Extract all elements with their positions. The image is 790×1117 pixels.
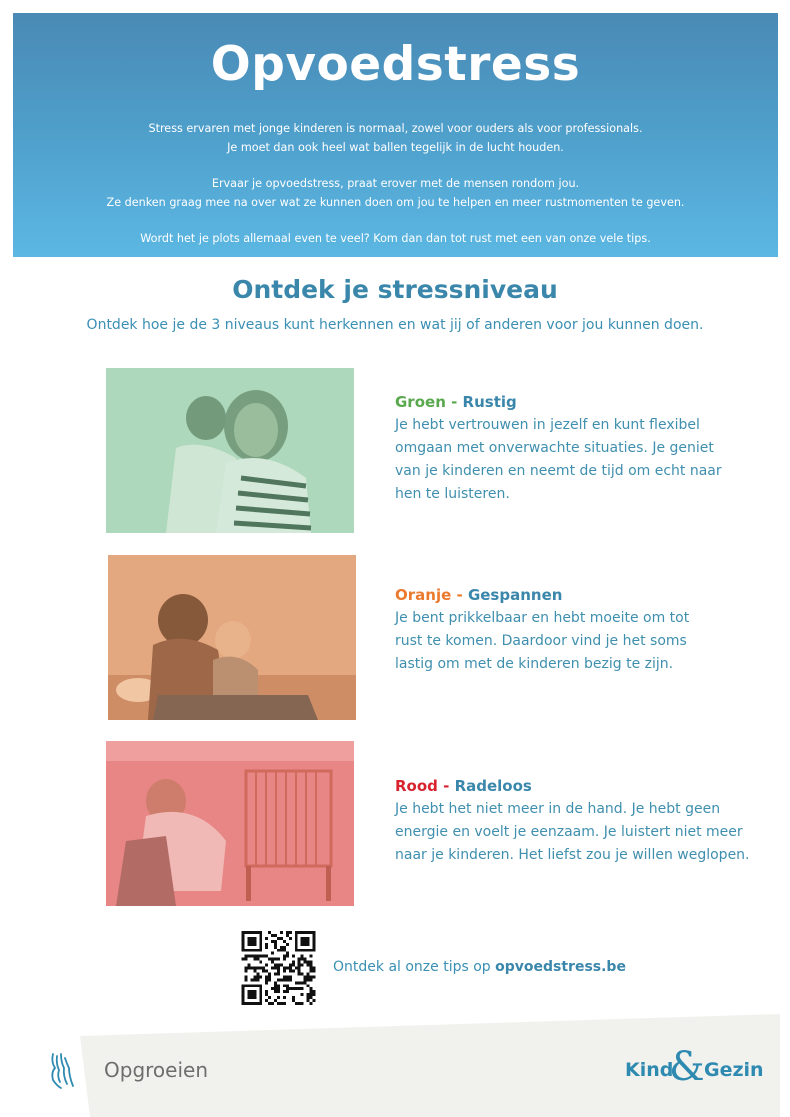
opgroeien-logo-text: Opgroeien [104, 1058, 208, 1082]
page-title: Opvoedstress [210, 37, 581, 92]
section-title: Ontdek je stressniveau [232, 275, 558, 304]
kind-en-gezin-logo: Kind & Gezin [625, 1044, 764, 1090]
level-red [395, 775, 765, 867]
level-green-heading: Groen - Rustig [395, 393, 517, 411]
level-green-description: Je hebt vertrouwen in jezelf en kunt flexibel omgaan met onverwachte situaties. Je geniet van je kinderen en neemt de tijd om echt naar hen te luisteren. [395, 417, 722, 502]
intro-paragraph-3: Wordt het je plots allemaal even te veel? Kom dan dan tot rust met een van onze vele tips. [140, 232, 651, 245]
level-orange-heading: Oranje - Gespannen [395, 586, 563, 604]
level-red-heading: Rood - Radeloos [395, 777, 532, 795]
level-green [395, 391, 765, 506]
photo-green-calm [106, 368, 354, 533]
photo-orange-tense [108, 555, 356, 720]
level-orange [395, 584, 765, 676]
qr-caption: Ontdek al onze tips op opvoedstress.be [333, 959, 626, 975]
qr-code[interactable] [240, 931, 317, 1005]
section-subtitle: Ontdek hoe je de 3 niveaus kunt herkennen en wat jij of anderen voor jou kunnen doen. [86, 317, 704, 333]
hero-banner [13, 13, 778, 257]
flemish-lion-icon [47, 1050, 77, 1090]
level-red-description: Je hebt het niet meer in de hand. Je hebt geen energie en voelt je eenzaam. Je luistert niet meer naar je kinderen. Het liefst zou je willen weglopen. [395, 801, 750, 863]
intro-paragraph-1: Stress ervaren met jonge kinderen is normaal, zowel voor ouders als voor professionals. Je moet dan ook heel wat ballen tegelijk in de lucht houden. [148, 122, 643, 154]
website-link[interactable]: opvoedstress.be [495, 959, 626, 975]
intro-paragraph-2: Ervaar je opvoedstress, praat erover met de mensen rondom jou. Ze denken graag mee na over wat ze kunnen doen om jou te helpen en meer rustmomenten te geven. [106, 177, 685, 209]
level-orange-description: Je bent prikkelbaar en hebt moeite om tot rust te komen. Daardoor vind je het soms lastig om met de kinderen bezig te zijn. [395, 610, 690, 672]
photo-red-desperate [106, 741, 354, 906]
